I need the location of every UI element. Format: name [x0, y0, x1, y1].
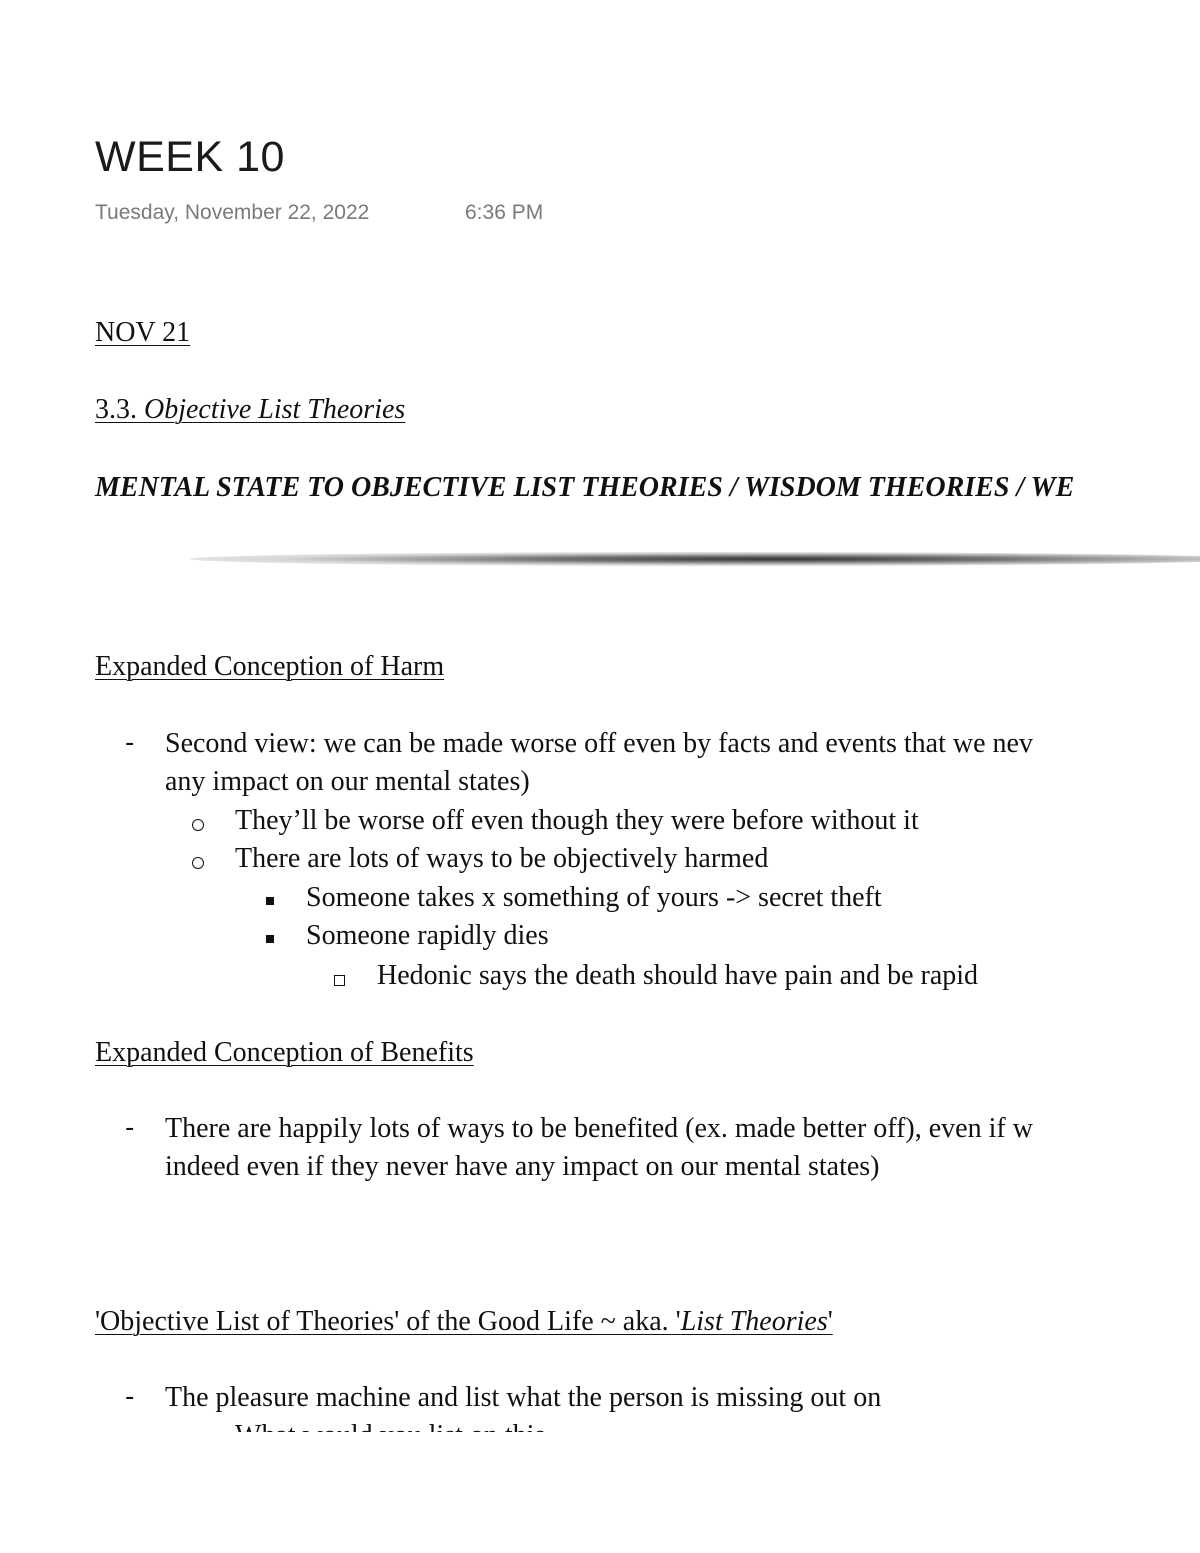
harm-subsubsub-item-1: Hedonic says the death should have pain and be rapid: [377, 960, 979, 991]
list-theories-point-1: The pleasure machine and list what the person is missing out on: [165, 1382, 882, 1413]
dash-bullet-icon: -: [125, 1113, 135, 1143]
list-theories-heading-suffix: ': [827, 1306, 833, 1337]
date-heading: NOV 21: [95, 317, 191, 348]
harm-subsub-item-2: Someone rapidly dies: [306, 920, 549, 951]
topic-title: Objective List Theories: [144, 394, 406, 425]
topic-heading: [95, 394, 405, 426]
harm-point-line-2: any impact on our mental states): [165, 766, 530, 797]
open-square-bullet-icon: [334, 975, 345, 986]
page-date: Tuesday, November 22, 2022: [95, 201, 370, 224]
list-theories-heading-italic: List Theories: [680, 1306, 828, 1337]
harm-sub-item-1: They’ll be worse off even though they were before without it: [235, 805, 919, 836]
list-theories-heading: [95, 1306, 833, 1338]
topic-number: 3.3.: [95, 394, 144, 425]
list-theories-heading-prefix: 'Objective List of Theories' of the Good Life ~ aka. ': [95, 1306, 681, 1337]
harm-heading: Expanded Conception of Harm: [95, 651, 445, 682]
circle-bullet-icon: [192, 819, 204, 831]
square-bullet-icon: [266, 897, 274, 905]
page-title: WEEK 10: [95, 133, 285, 181]
harm-subsub-item-1: Someone takes x something of yours -> secret theft: [306, 882, 882, 913]
square-bullet-icon: [266, 935, 274, 943]
banner-heading: MENTAL STATE TO OBJECTIVE LIST THEORIES / WISDOM THEORIES / WE: [95, 472, 1075, 503]
horizontal-divider: [190, 552, 1200, 566]
dash-bullet-icon: -: [125, 1382, 135, 1412]
harm-point-line-1: Second view: we can be made worse off even by facts and events that we nev: [165, 728, 1033, 759]
page-bottom-margin: [0, 1432, 1200, 1553]
benefits-point-line-2: indeed even if they never have any impact on our mental states): [165, 1151, 880, 1182]
harm-sub-item-2: There are lots of ways to be objectively harmed: [235, 843, 769, 874]
page-time: 6:36 PM: [465, 201, 544, 224]
benefits-point-line-1: There are happily lots of ways to be benefited (ex. made better off), even if w: [165, 1113, 1033, 1144]
benefits-heading: Expanded Conception of Benefits: [95, 1037, 474, 1068]
circle-bullet-icon: [192, 857, 204, 869]
dash-bullet-icon: -: [125, 728, 135, 758]
